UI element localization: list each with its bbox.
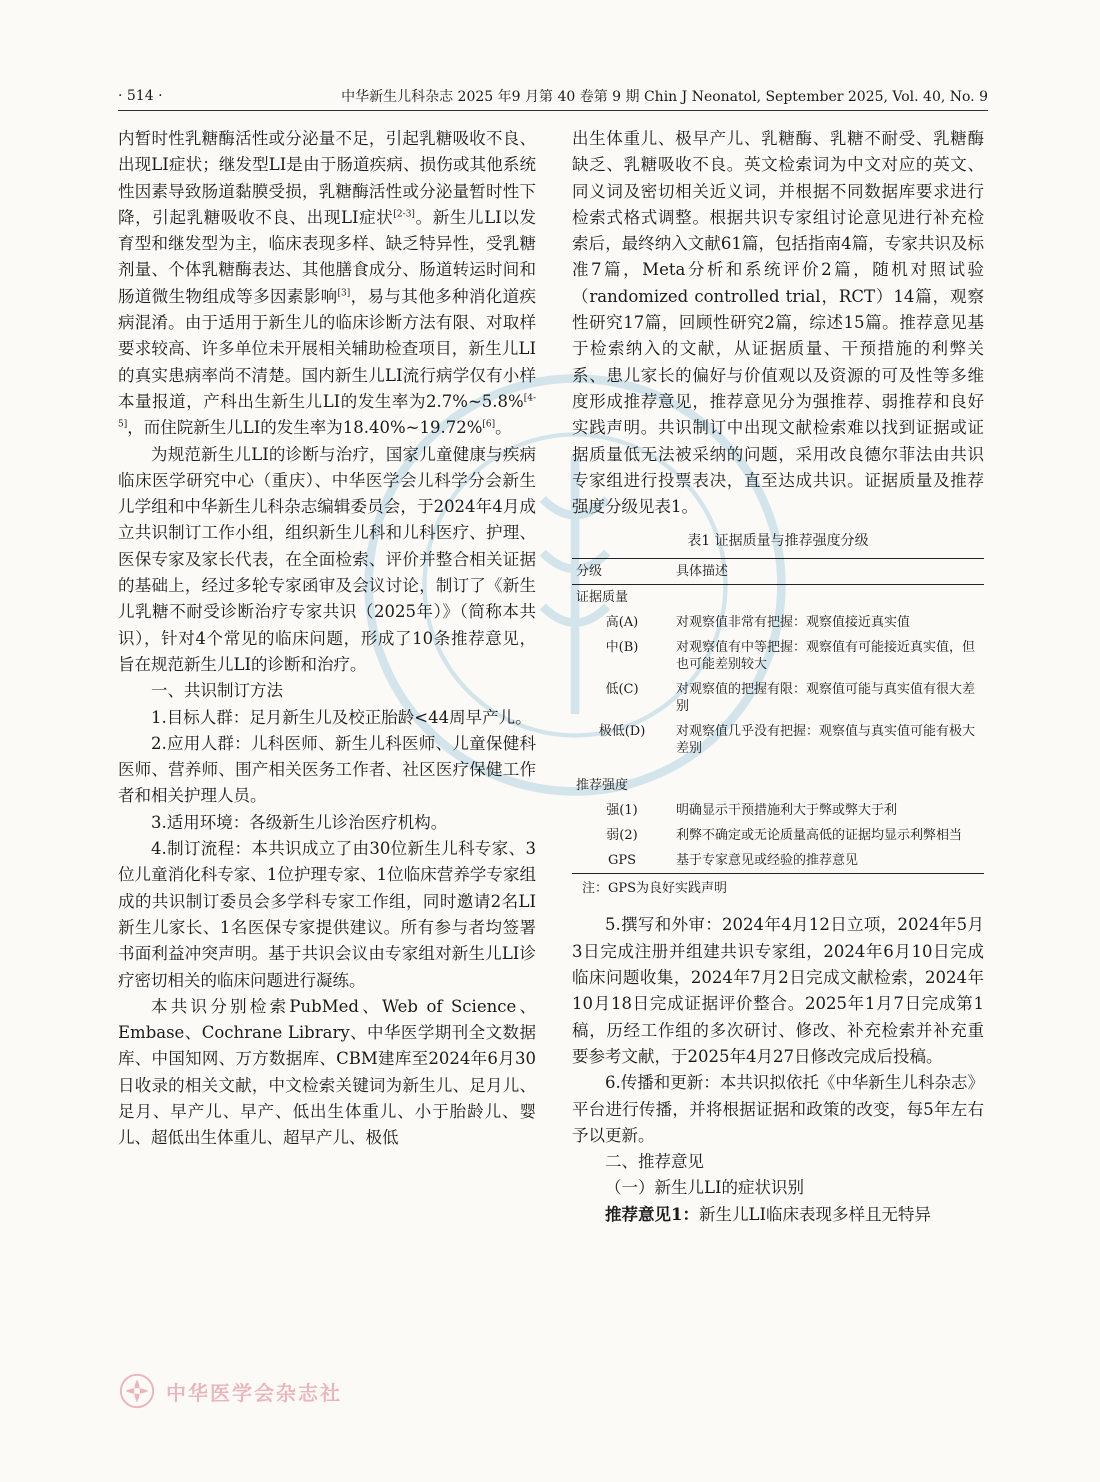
grade-cell: GPS — [572, 848, 672, 874]
recommendation-label: 推荐意见1： — [605, 1204, 699, 1224]
table-header-row — [572, 559, 984, 585]
left-column — [118, 126, 536, 1152]
table-section-row — [572, 773, 984, 798]
subsection-heading: （一）新生儿LI的症状识别 — [605, 1178, 804, 1198]
grade-cell: 强(1) — [606, 803, 638, 819]
table-note: 注：GPS为良好实践声明 — [582, 881, 728, 897]
section-heading: 二、推荐意见 — [605, 1152, 704, 1172]
paragraph: 出生体重儿、极早产儿、乳糖酶、乳糖不耐受、乳糖酶缺乏、乳糖吸收不良。英文检索词为中文对应的英文、同义词及密切相关近义词，并根据不同数据库要求进行检索式格式调整。根据共识专家组讨论意见进行补充检索后，最终纳入文献61篇，包括指南4篇，专家共识及标准7篇，Meta分析和系统评价2篇，随机对照试验（randomized controlled trial，RCT）14篇，观察性研究17篇，回顾性研究2篇，综述15篇。推荐意见基于检索纳入的文献，从证据质量、干预措施的利弊关系、患儿家长的偏好与价值观以及资源的可及性等多维度形成推荐意见，推荐意见分为强推荐、弱推荐和良好实践声明。共识制订中出现文献检索难以找到证据或证据质量低无法被采纳的问题，采用改良德尔菲法由共识专家组进行投票表决，直至达成共识。证据质量及推荐强度分级见表1。 — [572, 129, 984, 517]
table-section-row — [572, 585, 984, 611]
lotus-icon — [118, 1372, 156, 1410]
table-row — [572, 635, 984, 677]
header-rule — [118, 110, 988, 111]
table-row — [572, 798, 984, 823]
grade-cell: 高(A) — [605, 615, 639, 631]
section-quality: 证据质量 — [576, 590, 629, 606]
paragraph: 2.应用人群：儿科医师、新生儿科医师、儿童保健科医师、营养师、围产相关医务工作者、社区医疗保健工作者和相关护理人员。 — [118, 733, 536, 806]
table-caption: 表1 证据质量与推荐强度分级 — [687, 533, 869, 550]
table-header-description: 具体描述 — [672, 559, 984, 585]
description-cell: 对观察值有中等把握：观察值有可能接近真实值，但也可能差别较大 — [676, 640, 976, 673]
paragraph: 5.撰写和外审：2024年4月12日立项，2024年5月3日完成注册并组建共识专家组，2024年6月10日完成临床问题收集，2024年7月2日完成文献检索，2024年10月18日完成证据评价整合。2025年1月7日完成第1稿，历经工作组的多次研讨、修改、补充检索并补充重要参考文献，于2025年4月27日修改完成后投稿。 — [572, 915, 984, 1066]
publisher-name: 中华医学会杂志社 — [166, 1380, 342, 1405]
evidence-grading-table — [572, 558, 984, 874]
table-row — [572, 823, 984, 848]
paragraph: 6.传播和更新：本共识拟依托《中华新生儿科杂志》平台进行传播，并将根据证据和政策的改变，每5年左右予以更新。 — [572, 1073, 984, 1145]
grade-cell: 极低(D) — [598, 724, 646, 740]
description-cell: 明确显示干预措施利大于弊或弊大于利 — [676, 803, 898, 819]
paragraph: 3.适用环境：各级新生儿诊治医疗机构。 — [151, 812, 448, 832]
grade-cell: 弱(2) — [606, 828, 638, 844]
description-cell: 基于专家意见或经验的推荐意见 — [672, 848, 984, 874]
description-cell: 对观察值非常有把握：观察值接近真实值 — [676, 615, 911, 631]
paragraph: 1.目标人群：足月新生儿及校正胎龄<44周早产儿。 — [151, 707, 532, 727]
paragraph: 4.制订流程：本共识成立了由30位新生儿科专家、3位儿童消化科专家、1位护理专家、1位临床营养学专家组成的共识制订委员会多学科专家工作组，同时邀请2名LI新生儿家长、1名医保专家提供建议。所有参与者均签署书面利益冲突声明。基于共识会议由专家组对新生儿LI诊疗密切相关的临床问题进行凝练。 — [118, 839, 536, 990]
table-row — [572, 677, 984, 719]
publisher-logo — [118, 1372, 342, 1410]
paragraph: 本共识分别检索PubMed、Web of Science、Embase、Cochrane Library、中华医学期刊全文数据库、中国知网、万方数据库、CBM建库至2024年6月30日收录的相关文献，中文检索关键词为新生儿、足月儿、足月、早产儿、早产、低出生体重儿、小于胎龄儿、婴儿、超低出生体重儿、超早产儿、极低 — [118, 996, 536, 1148]
journal-header: 中华新生儿科杂志 2025 年9 月第 40 卷第 9 期 Chin J Neonatol, September 2025, Vol. 40, No. 9 — [341, 89, 988, 105]
page-number: · 514 · — [118, 88, 163, 104]
recommendation-text: 新生儿LI临床表现多样且无特异 — [698, 1204, 931, 1224]
paragraph: 内暂时性乳糖酶活性或分泌量不足，引起乳糖吸收不良、出现LI症状；继发型LI是由于肠道疾病、损伤或其他系统性因素导致肠道黏膜受损，乳糖酶活性或分泌量暂时性下降，引起乳糖吸收不良、出现LI症状[2-3]。新生儿LI以发育型和继发型为主，临床表现多样、缺乏特异性，受乳糖剂量、个体乳糖酶表达、其他膳食成分、肠道转运时间和肠道微生物组成等多因素影响[3]，易与其他多种消化道疾病混淆。由于适用于新生儿的临床诊断方法有限、对取样要求较高、许多单位未开展相关辅助检查项目，新生儿LI的真实患病率尚不清楚。国内新生儿LI流行病学仅有小样本量报道，产科出生新生儿LI的发生率为2.7%~5.8%[4-5]，而住院新生儿LI的发生率为18.40%~19.72%[6]。 — [118, 129, 537, 438]
table-row — [572, 848, 984, 874]
recommendation — [572, 1202, 984, 1228]
right-column — [572, 126, 984, 1228]
table-spacer — [572, 761, 984, 773]
section-strength: 推荐强度 — [576, 778, 629, 794]
description-cell: 利弊不确定或无论质量高低的证据均显示利弊相当 — [676, 828, 963, 844]
description-cell: 对观察值几乎没有把握：观察值与真实值可能有极大差别 — [676, 724, 976, 757]
table-row — [572, 610, 984, 635]
grade-cell: 低(C) — [605, 682, 639, 698]
description-cell: 对观察值的把握有限：观察值可能与真实值有很大差别 — [676, 682, 976, 715]
table-row — [572, 719, 984, 761]
grade-cell: 中(B) — [605, 640, 639, 656]
section-heading: 一、共识制订方法 — [151, 681, 283, 701]
paragraph: 为规范新生儿LI的诊断与治疗，国家儿童健康与疾病临床医学研究中心（重庆）、中华医学会儿科学分会新生儿学组和中华新生儿科杂志编辑委员会，于2024年4月成立共识制订工作小组，组织新生儿科和儿科医疗、护理、医保专家及家长代表，在全面检索、评价并整合相关证据的基础上，经过多轮专家函审及会议讨论，制订了《新生儿乳糖不耐受诊断治疗专家共识（2025年）》（简称本共识），针对4个常见的临床问题，形成了10条推荐意见，旨在规范新生儿LI的诊断和治疗。 — [118, 444, 536, 674]
table-header-grade: 分级 — [572, 559, 672, 585]
